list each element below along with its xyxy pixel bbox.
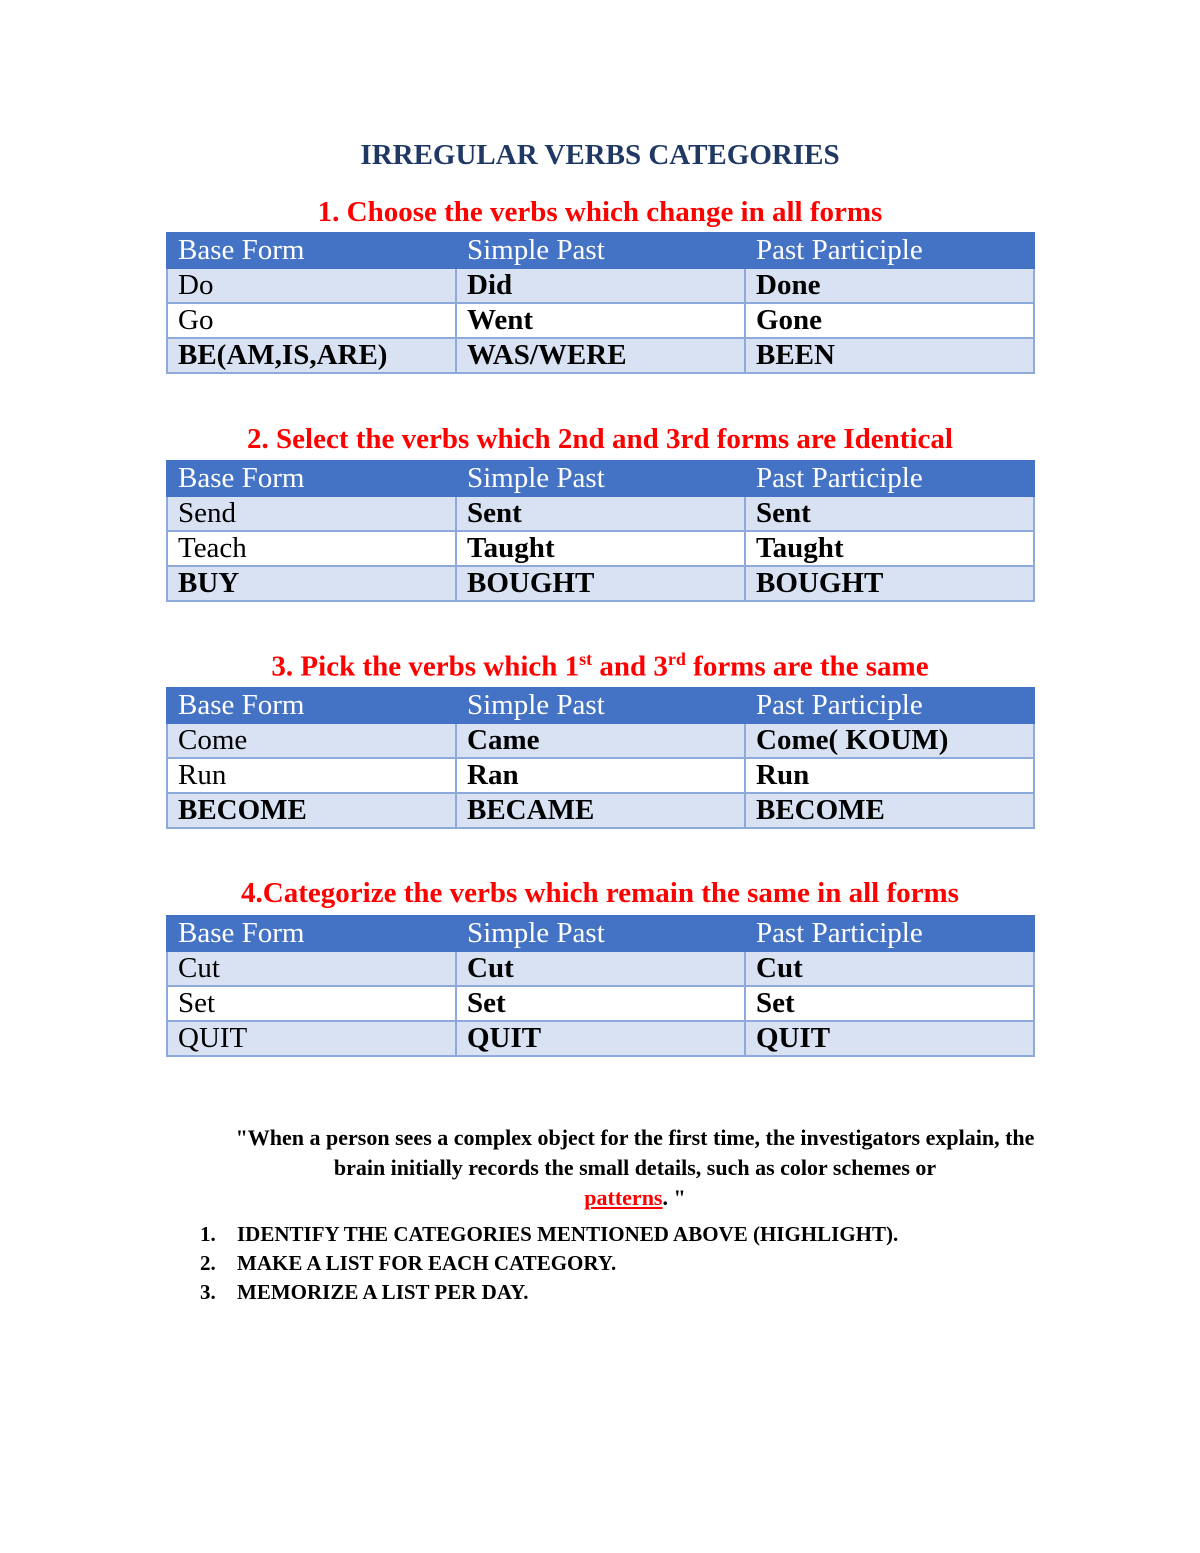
list-number: 3.	[200, 1280, 216, 1304]
table-row	[167, 303, 1034, 338]
cell-participle: Done	[745, 268, 1034, 303]
section-3-table	[166, 687, 1035, 829]
cell-base: BUY	[167, 566, 456, 601]
header-simple-past: Simple Past	[456, 461, 745, 496]
cell-participle: BECOME	[745, 793, 1034, 828]
page-title: IRREGULAR VERBS CATEGORIES	[360, 139, 840, 171]
cell-base: Cut	[167, 951, 456, 986]
cell-participle: Gone	[745, 303, 1034, 338]
superscript: rd	[667, 649, 686, 669]
cell-base: Send	[167, 496, 456, 531]
cell-participle: Cut	[745, 951, 1034, 986]
table-row	[167, 951, 1034, 986]
section-1-table	[166, 232, 1035, 374]
cell-participle: Taught	[745, 531, 1034, 566]
heading-text: and 3	[592, 650, 668, 683]
quote-end: . "	[662, 1185, 686, 1210]
list-text: IDENTIFY THE CATEGORIES MENTIONED ABOVE (HIGHLIGHT).	[237, 1222, 899, 1246]
heading-text: 3. Pick the verbs which 1	[271, 650, 580, 683]
section-4-table	[166, 915, 1035, 1057]
table-header-row	[167, 916, 1034, 951]
header-base-form: Base Form	[167, 233, 456, 268]
list-item	[200, 1249, 898, 1278]
superscript: st	[579, 649, 593, 669]
header-base-form: Base Form	[167, 688, 456, 723]
table-row	[167, 496, 1034, 531]
cell-base: Teach	[167, 531, 456, 566]
cell-past: Went	[456, 303, 745, 338]
header-past-participle: Past Participle	[745, 688, 1034, 723]
cell-base: QUIT	[167, 1021, 456, 1056]
cell-base: Do	[167, 268, 456, 303]
cell-base: BECOME	[167, 793, 456, 828]
table-header-row	[167, 461, 1034, 496]
cell-base: Run	[167, 758, 456, 793]
table-row	[167, 1021, 1034, 1056]
section-1-heading: 1. Choose the verbs which change in all forms	[317, 196, 883, 228]
cell-participle: BEEN	[745, 338, 1034, 373]
section-3-heading	[160, 649, 1040, 684]
cell-base: Come	[167, 723, 456, 758]
cell-base: Set	[167, 986, 456, 1021]
cell-past: BECAME	[456, 793, 745, 828]
cell-base: BE(AM,IS,ARE)	[167, 338, 456, 373]
highlighted-word: patterns	[584, 1185, 663, 1210]
list-item	[200, 1220, 898, 1249]
section-2-table	[166, 460, 1035, 602]
cell-past: Did	[456, 268, 745, 303]
cell-participle: Run	[745, 758, 1034, 793]
list-text: MAKE A LIST FOR EACH CATEGORY.	[237, 1251, 617, 1275]
cell-past: WAS/WERE	[456, 338, 745, 373]
cell-past: Cut	[456, 951, 745, 986]
header-simple-past: Simple Past	[456, 233, 745, 268]
quote-paragraph	[220, 1123, 1050, 1213]
cell-past: Sent	[456, 496, 745, 531]
list-number: 2.	[200, 1251, 216, 1275]
cell-participle: BOUGHT	[745, 566, 1034, 601]
header-simple-past: Simple Past	[456, 916, 745, 951]
cell-past: Ran	[456, 758, 745, 793]
quote-text: "When a person sees a complex object for the first time, the investigators explain, the brain initially records the small details, such as color schemes or	[235, 1125, 1035, 1180]
header-base-form: Base Form	[167, 461, 456, 496]
cell-past: Came	[456, 723, 745, 758]
table-header-row	[167, 688, 1034, 723]
cell-participle: Set	[745, 986, 1034, 1021]
list-item	[200, 1278, 898, 1307]
table-row	[167, 723, 1034, 758]
header-past-participle: Past Participle	[745, 916, 1034, 951]
table-row	[167, 566, 1034, 601]
cell-past: QUIT	[456, 1021, 745, 1056]
header-past-participle: Past Participle	[745, 461, 1034, 496]
cell-past: Set	[456, 986, 745, 1021]
table-row	[167, 338, 1034, 373]
table-row	[167, 531, 1034, 566]
list-number: 1.	[200, 1222, 216, 1246]
header-base-form: Base Form	[167, 916, 456, 951]
table-row	[167, 268, 1034, 303]
cell-participle: QUIT	[745, 1021, 1034, 1056]
cell-participle: Come( KOUM)	[745, 723, 1034, 758]
cell-past: BOUGHT	[456, 566, 745, 601]
cell-participle: Sent	[745, 496, 1034, 531]
table-row	[167, 793, 1034, 828]
list-text: MEMORIZE A LIST PER DAY.	[237, 1280, 529, 1304]
heading-text: forms are the same	[685, 650, 929, 683]
cell-past: Taught	[456, 531, 745, 566]
header-past-participle: Past Participle	[745, 233, 1034, 268]
section-4-heading: 4.Categorize the verbs which remain the same in all forms	[241, 877, 959, 909]
header-simple-past: Simple Past	[456, 688, 745, 723]
section-2-heading: 2. Select the verbs which 2nd and 3rd forms are Identical	[247, 423, 953, 455]
table-row	[167, 758, 1034, 793]
task-list	[200, 1220, 898, 1307]
table-row	[167, 986, 1034, 1021]
table-header-row	[167, 233, 1034, 268]
cell-base: Go	[167, 303, 456, 338]
